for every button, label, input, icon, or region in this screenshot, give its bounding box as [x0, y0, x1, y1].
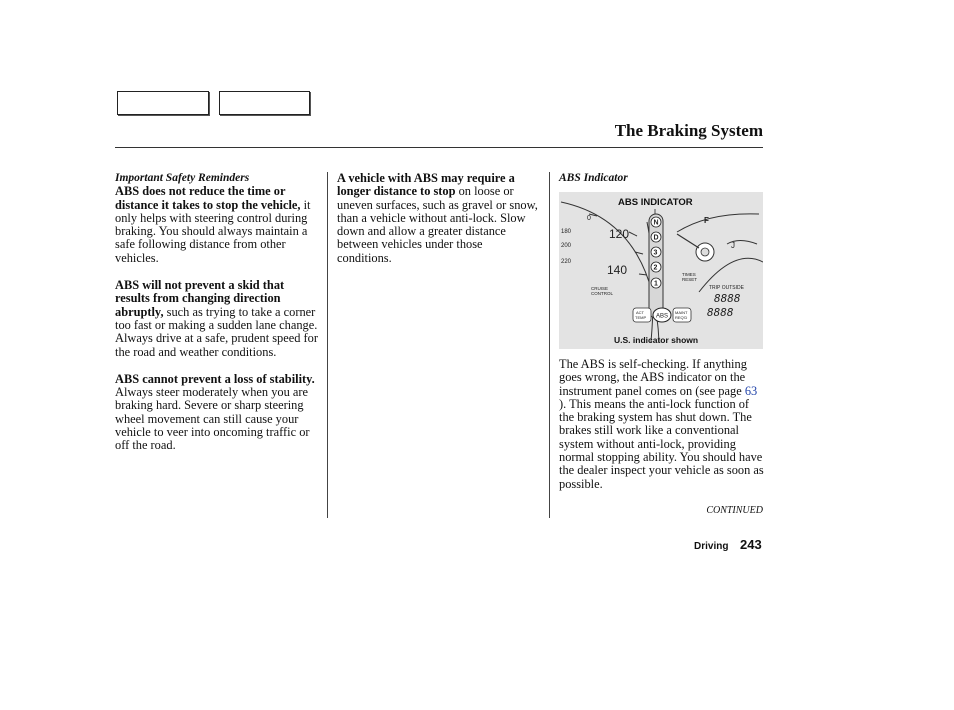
- tick-label-0: 0: [587, 215, 591, 222]
- gear-1: 1: [654, 280, 658, 288]
- gear-d: D: [653, 234, 659, 242]
- trip-reset-label: TIMES: [682, 272, 696, 277]
- paragraph-text: it only helps with steering control during braking. You should always maintain a safe following distance from other vehicles.: [115, 197, 311, 265]
- figure-caption: U.S. indicator shown: [614, 335, 699, 345]
- bold-lead: ABS will not prevent a skid that results from changing direction abruptly,: [115, 278, 285, 319]
- tick-label-180: 180: [561, 229, 572, 235]
- column-divider-2: [549, 172, 550, 518]
- svg-text:REQ'D: REQ'D: [675, 315, 688, 320]
- gear-n: N: [653, 219, 659, 227]
- instrument-cluster-illustration: [559, 192, 763, 349]
- svg-text:RESET: RESET: [682, 277, 698, 282]
- fuel-gauge-arc: [677, 214, 759, 232]
- paragraph-text: on loose or uneven surfaces, such as gravel or snow, than a vehicle without anti-lock. Slow down and allow a greater distance between vehicles under those conditions.: [337, 184, 538, 265]
- svg-text:ACT: ACT: [636, 310, 644, 315]
- odometer-digits-2: 8888: [707, 306, 734, 319]
- cruise-control-label: CRUISE: [591, 286, 609, 291]
- figure-callout-label: ABS INDICATOR: [618, 197, 693, 208]
- paragraph-abs-distance: [337, 172, 539, 265]
- speed-label-120: 120: [609, 227, 630, 241]
- speed-label-140: 140: [607, 263, 628, 277]
- page-link-63[interactable]: 63: [744, 383, 758, 398]
- main-menu-button[interactable]: [117, 91, 209, 115]
- svg-text:ABS: ABS: [656, 313, 669, 320]
- paragraph-text: Always steer moderately when you are braking hard. Severe or sharp steering wheel movement can still cause your vehicle to veer into oncoming traffic or off the road.: [115, 385, 310, 453]
- paragraph-abs-skid: [115, 279, 318, 359]
- paragraph-abs-stability: [115, 373, 318, 453]
- column-1: [115, 172, 318, 467]
- section-heading-safety: Important Safety Reminders: [115, 172, 250, 184]
- bold-lead: ABS cannot prevent a loss of stability.: [115, 371, 315, 386]
- paragraph-abs-time: [115, 185, 318, 265]
- fuel-full-label: F: [704, 216, 709, 225]
- column-divider-1: [327, 172, 328, 518]
- svg-text:CONTROL: CONTROL: [591, 291, 614, 296]
- continued-label: CONTINUED: [706, 505, 763, 516]
- footer-section-label: Driving: [694, 541, 729, 552]
- tick-label-220: 220: [561, 259, 572, 265]
- index-button[interactable]: [219, 91, 310, 115]
- tick-label-200: 200: [561, 243, 572, 249]
- column-2: [337, 172, 539, 279]
- trip-outside-label: TRIP OUTSIDE: [709, 285, 744, 291]
- column-3-text: [559, 358, 764, 505]
- odometer-digits: 8888: [714, 292, 741, 305]
- paragraph-text: such as trying to take a corner too fast or making a sudden lane change. Always drive at a safe, prudent speed for the road and weather conditions.: [115, 304, 318, 359]
- instrument-panel-figure: [559, 192, 763, 349]
- bold-lead: ABS does not reduce the time or distance it takes to stop the vehicle,: [115, 184, 301, 212]
- svg-text:TEMP: TEMP: [635, 315, 647, 320]
- gear-3: 3: [653, 249, 658, 257]
- svg-text:MAINT: MAINT: [675, 310, 688, 315]
- paragraph-abs-self-check: The ABS is self-checking. If anything goes wrong, the ABS indicator on the instrument panel comes on (see page 63 ). This means the anti-lock function of the braking system has shut down. The brakes still work like a conventional system without anti-lock, providing normal stopping ability. You should have the dealer inspect your vehicle as soon as possible.: [559, 357, 764, 491]
- bold-lead: A vehicle with ABS may require a longer distance to stop: [337, 171, 515, 199]
- page-number: 243: [740, 537, 762, 552]
- page-title: The Braking System: [614, 121, 763, 140]
- gear-2: 2: [653, 264, 658, 272]
- section-heading-abs-indicator: ABS Indicator: [559, 172, 628, 184]
- svg-text:J: J: [731, 241, 735, 250]
- header-rule: [115, 147, 763, 148]
- column-3: [559, 172, 764, 185]
